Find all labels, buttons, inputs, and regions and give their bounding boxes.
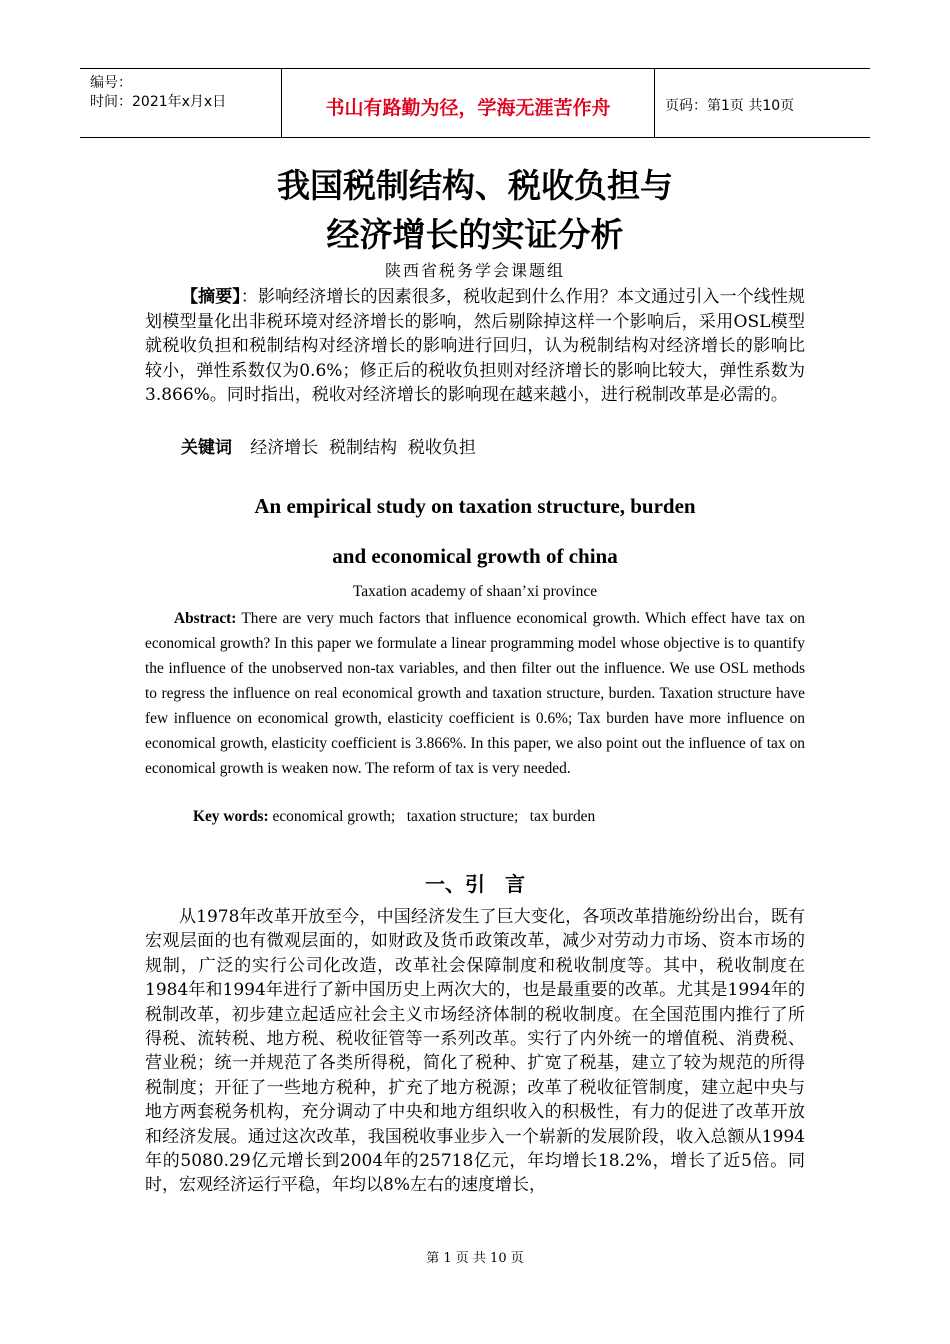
author-org: 陕西省税务学会课题组 xyxy=(384,261,565,280)
abstract-en-label: Abstract: xyxy=(174,610,237,627)
time-label: 时间：2021年x月x日 xyxy=(90,94,227,110)
keywords-en xyxy=(193,808,595,826)
keywords-cn-label: 关键词 xyxy=(181,438,232,458)
keywords-en-label: Key words: xyxy=(193,808,269,825)
header-table xyxy=(80,68,870,138)
section-heading: 一、引 言 xyxy=(425,872,525,896)
abstract-en-text: There are very much factors that influence economical growth. Which effect have tax on economical growth? In this paper we formulate a linear programming model whose objective is to quantify the influence of the unobserved non-tax variables, and then filter out the influence. We use OSL methods to regress the influence on real economical growth and taxation structure, burden. Taxation structure have few influence on economical growth, elasticity coefficient is 0.6%; Tax burden have more influence on economical growth, elasticity coefficient is 3.866%. In this paper, we also point out the influence of tax on economical growth is weaken now. The reform of tax is very needed. xyxy=(145,610,805,777)
page-footer: 第 1 页 共 10 页 xyxy=(426,1251,524,1266)
abstract-cn-label: 【摘要】 xyxy=(181,287,241,307)
number-label: 编号： xyxy=(90,75,132,91)
section-body: 从1978年改革开放至今，中国经济发生了巨大变化，各项改革措施纷纷出台，既有宏观层面的也有微观层面的，如财政及货币政策改革，减少对劳动力市场、资本市场的规制，广泛的实行公司化改造，改革社会保障制度和税收制度等。其中，税收制度在1984年和1994年进行了新中国历史上两次大的，也是最重要的改革。尤其是1994年的税制改革，初步建立起适应社会主义市场经济体制的税收制度。在全国范围内推行了所得税、流转税、地方税、税收征管等一系列改革。实行了内外统一的增值税、消费税、营业税；统一并规范了各类所得税，简化了税种、扩宽了税基，建立了较为规范的所得税制度；开征了一些地方税种，扩充了地方税源；改革了税收征管制度，建立起中央与地方两套税务机构，充分调动了中央和地方组织收入的积极性，有力的促进了改革开放和经济发展。通过这次改革，我国税收事业步入一个崭新的发展阶段，收入总额从1994年的5080.29亿元增长到2004年的25718亿元，年均增长18.2%，增长了近5倍。同时，宏观经济运行平稳，年均以8%左右的速度增长， xyxy=(145,907,805,1196)
motto: 书山有路勤为径，学海无涯苦作舟 xyxy=(325,97,611,119)
header-left-cell xyxy=(80,69,282,137)
abstract-cn xyxy=(145,285,805,408)
keywords-cn xyxy=(181,433,476,458)
english-title-line-2: and economical growth of china xyxy=(332,544,618,568)
english-title-line-1: An empirical study on taxation structure, burden xyxy=(254,494,696,518)
page-info: 页码：第1页 共10页 xyxy=(665,98,795,114)
header-right-cell xyxy=(655,69,870,137)
abstract-en xyxy=(145,606,805,781)
keywords-cn-text: 经济增长 税制结构 税收负担 xyxy=(250,438,476,458)
header-middle-cell xyxy=(282,69,655,137)
keywords-en-text: economical growth; taxation structure; tax burden xyxy=(268,808,596,825)
abstract-cn-text: ：影响经济增长的因素很多，税收起到什么作用？本文通过引入一个线性规划模型量化出非税环境对经济增长的影响，然后剔除掉这样一个影响后，采用OSL模型就税收负担和税制结构对经济增长的影响进行回归，认为税制结构对经济增长的影响比较小，弹性系数仅为0.6%；修正后的税收负担则对经济增长的影响比较大，弹性系数为3.866%。同时指出，税收对经济增长的影响现在越来越小，进行税制改革是必需的。 xyxy=(145,287,806,405)
title-line-2: 经济增长的实证分析 xyxy=(326,215,624,254)
english-org: Taxation academy of shaan’xi province xyxy=(352,583,598,600)
title-line-1: 我国税制结构、税收负担与 xyxy=(277,166,673,205)
